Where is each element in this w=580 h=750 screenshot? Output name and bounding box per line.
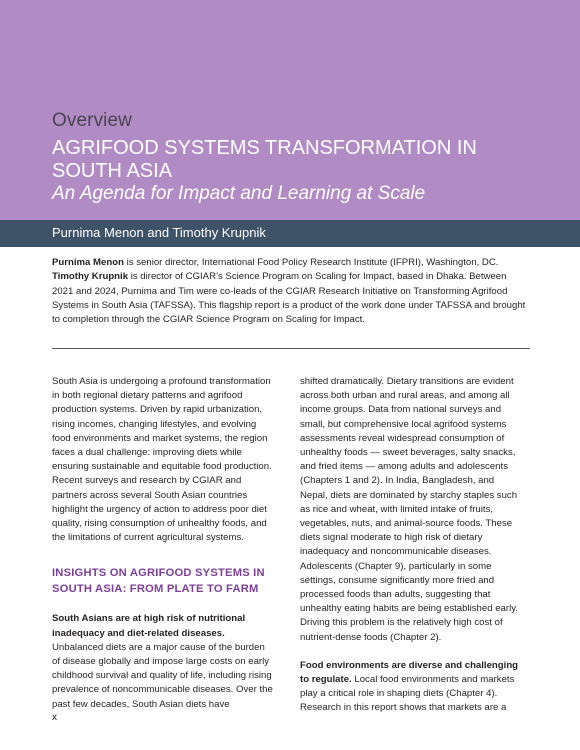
header-band [0,0,580,220]
paragraph-text: Unbalanced diets are a major cause of the burden of disease globally and impose large costs on early childhood survival and quality of life, including rising prevalence of noncommunicable diseases. Over the past few decades, South Asian diets have [52,641,273,710]
report-subtitle: An Agenda for Impact and Learning at Scale [52,183,426,204]
section-heading-line: INSIGHTS ON AGRIFOOD SYSTEMS IN [52,567,265,580]
paragraph-lead: Food environments are diverse and challenging to regulate. [300,659,519,686]
body-paragraph [52,612,274,711]
report-title [52,137,532,183]
section-heading-line: SOUTH ASIA: FROM PLATE TO FARM [52,583,259,596]
authors-text: Purnima Menon and Timothy Krupnik [52,225,266,240]
section-heading [52,565,274,597]
report-title-line: SOUTH ASIA [52,160,173,182]
author-description: is director of CGIAR’s Science Program on Scaling for Impact, based in Dhaka. Between 2021 and 2024, Purnima and Tim were co-leads of the CGIAR Research Initiative on Transforming Agrifood Systems in South Asia (TAFSSA). This flagship report is a product of the work done under TAFSSA and brought to completion through the CGIAR Science Program on Scaling for Impact. [52,271,526,326]
page-number: x [52,712,57,723]
report-title-line: AGRIFOOD SYSTEMS TRANSFORMATION IN [52,137,477,159]
authors-band [0,220,580,247]
body-column-right [300,375,522,716]
author-bio [52,256,530,327]
body-column-left [52,375,274,712]
overview-label: Overview [52,110,132,131]
paragraph-gap [300,645,522,659]
body-paragraph: shifted dramatically. Dietary transitions are evident across both urban and rural areas, and among all income groups. Data from national surveys and small, but comprehensive local agrifood systems assessments reveal widespread consumption of unhealthy foods — sweet beverages, salty snacks, and fried items — among adults and adolescents (Chapters 1 and 2). In India, Bangladesh, and Nepal, diets are dominated by starchy staples such as rice and wheat, with limited intake of fruits, vegetables, nuts, and animal-source foods. These diets signal moderate to high risk of dietary inadequacy and noncommunicable diseases. Adolescents (Chapter 9), particularly in some settings, consume significantly more fried and processed foods than adults, suggesting that unhealthy eating habits are being established early. Driving this problem is the relatively high cost of nutrient-dense foods (Chapter 2). [300,376,518,643]
author-name: Purnima Menon [52,257,124,268]
author-description: is senior director, International Food Policy Research Institute (IFPRI), Washington, DC. [123,257,499,268]
paragraph-text: Local food environments and markets play a critical role in shaping diets (Chapter 4). Research in this report shows that markets are a [300,674,515,714]
body-paragraph [300,659,522,716]
author-name: Timothy Krupnik [52,271,129,283]
paragraph-lead: South Asians are at high risk of nutritional inadequacy and diet-related diseases. [52,613,246,639]
intro-paragraph: South Asia is undergoing a profound transformation in both regional dietary patterns and agrifood production systems. Driven by rapid urbanization, rising incomes, changing lifestyles, and evolving food environments and market systems, the region faces a dual challenge: improving diets while ensuring sustainable and equitable food production. Recent surveys and research by CGIAR and partners across several South Asian countries highlight the urgency of action to address poor diet quality, rising consumption of unhealthy foods, and the limitations of current agricultural systems. [52,376,272,544]
section-divider [52,348,530,349]
